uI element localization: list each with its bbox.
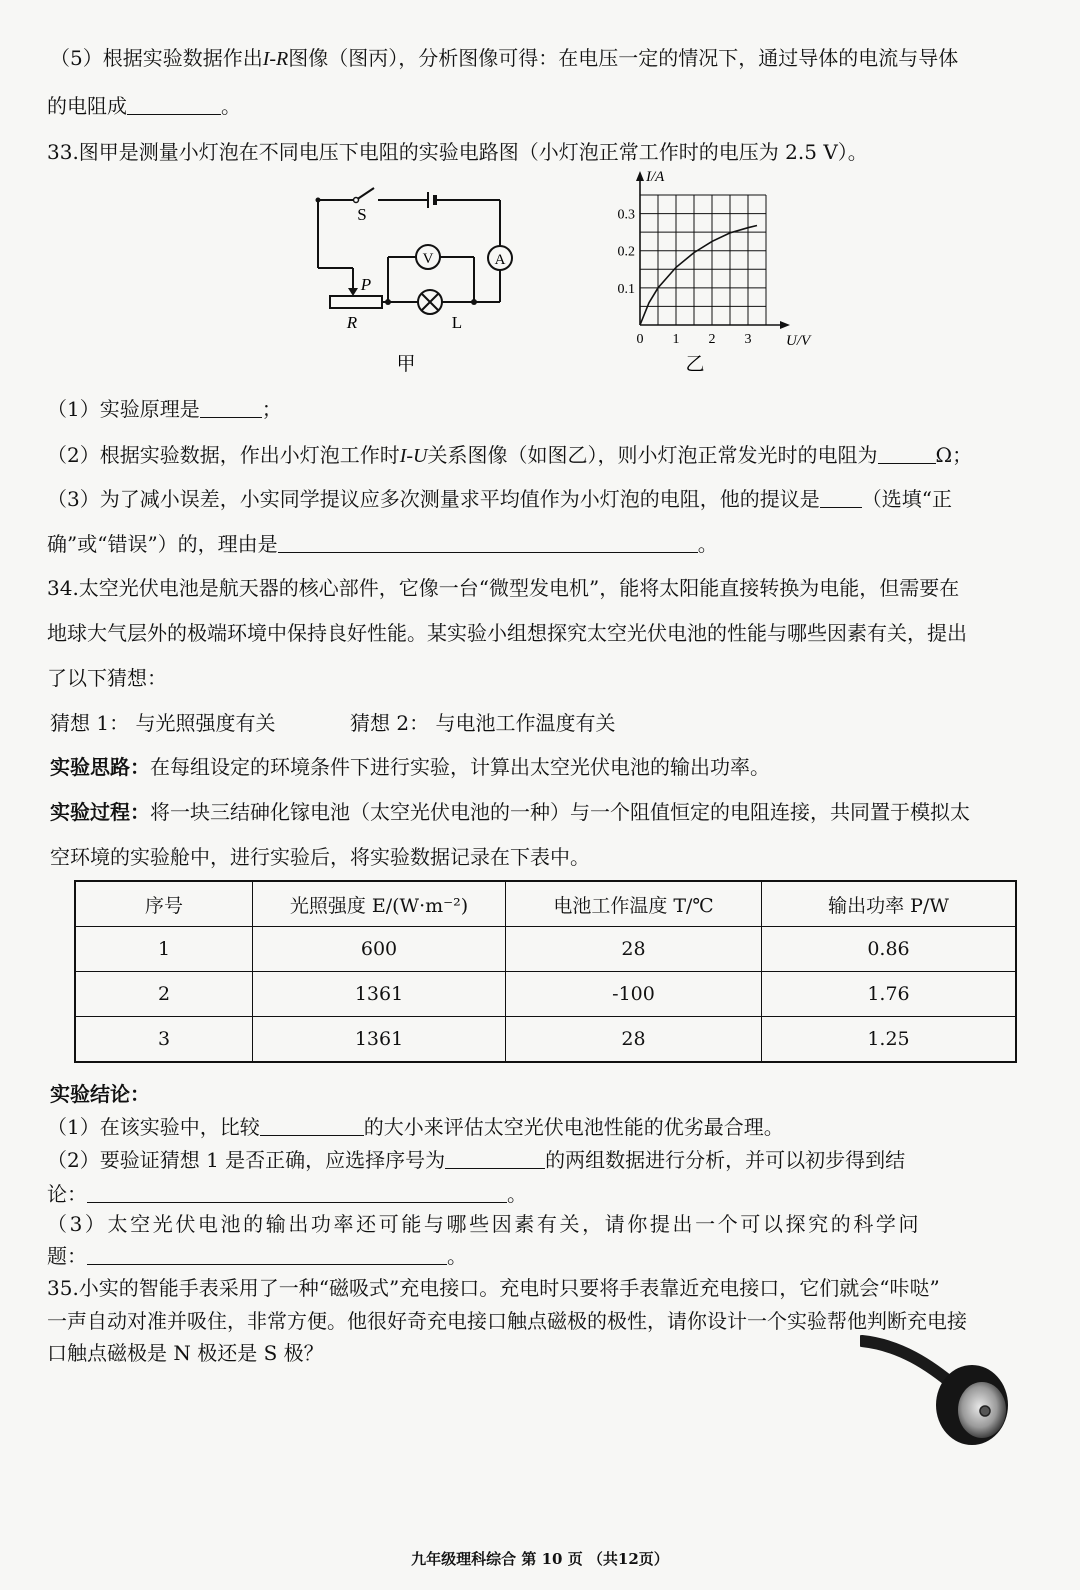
q33-p1-text: （1）实验原理是 — [47, 397, 200, 421]
slider-label: P — [360, 275, 372, 294]
q33-p2 — [47, 441, 972, 470]
q34-process — [50, 798, 970, 826]
q34-c2-text-c: 论： — [47, 1182, 87, 1206]
q34-c3-line2 — [47, 1242, 467, 1270]
answer-blank-q33-3a[interactable] — [820, 487, 862, 508]
q34-line1: 34.太空光伏电池是航天器的核心部件，它像一台“微型发电机”，能将太阳能直接转换为电能，但需要在 — [47, 576, 960, 600]
table-header: 电池工作温度 T/℃ — [506, 881, 762, 927]
q34-c2-text-b: 的两组数据进行分析，并可以初步得到结 — [545, 1148, 906, 1172]
q34-guess1: 猜想 1： 与光照强度有关 — [50, 711, 276, 735]
answer-blank-q34-1[interactable] — [260, 1115, 364, 1136]
table-header-row — [75, 881, 1016, 927]
y-axis-arrow — [636, 171, 644, 181]
q34-c2-line2 — [47, 1180, 527, 1208]
table-cell: 600 — [253, 927, 506, 972]
x-tick-label: 1 — [672, 332, 680, 347]
q33-p2-text-a: （2）根据实验数据，作出小灯泡工作时 — [47, 443, 400, 467]
q33-p3-text-a: （3）为了减小误差，小实同学提议应多次测量求平均值作为小灯泡的电阻，他的提议是 — [47, 487, 820, 511]
table-cell: 1.25 — [762, 1017, 1017, 1063]
page-footer: 九年级理科综合 第 10 页 （共12页） — [411, 1550, 669, 1568]
q33-p3-line1 — [47, 485, 952, 513]
rheostat-body — [330, 296, 382, 308]
q32-5-text-c: 的电阻成 — [47, 94, 127, 118]
q35-line1: 35.小实的智能手表采用了一种“磁吸式”充电接口。充电时只要将手表靠近充电接口，它们就会“咔哒” — [47, 1276, 940, 1300]
y-tick-label: 0.2 — [617, 244, 635, 260]
graph-caption: 乙 — [685, 354, 705, 375]
x-tick-label: 3 — [744, 332, 752, 347]
q33-iu-label: I-U — [399, 445, 428, 467]
answer-blank-q33-3b[interactable] — [278, 532, 698, 553]
table-header: 输出功率 P/W — [762, 881, 1017, 927]
q32-5-ir-label: I-R — [262, 48, 289, 70]
answer-blank-q34-3[interactable] — [87, 1244, 447, 1265]
answer-blank-q34-2a[interactable] — [445, 1148, 545, 1169]
y-tick-label: 0.1 — [617, 281, 635, 297]
q34-idea — [50, 753, 770, 781]
q34-process-line2: 空环境的实验舱中，进行实验后，将实验数据记录在下表中。 — [50, 845, 590, 869]
q34-c3-end: 。 — [447, 1244, 467, 1268]
q34-c2 — [47, 1146, 905, 1174]
table-cell: 3 — [75, 1017, 253, 1063]
x-tick-label: 0 — [636, 332, 644, 347]
table-header: 序号 — [75, 881, 253, 927]
q32-5-text-a: （5）根据实验数据作出 — [50, 46, 263, 70]
q34-c3-text-b: 题： — [47, 1244, 87, 1268]
q33-p3-text-b: （选填“正 — [861, 487, 952, 511]
iu-graph — [600, 170, 820, 380]
table-cell: 2 — [75, 972, 253, 1017]
q34-c1-text-b: 的大小来评估太空光伏电池性能的优劣最合理。 — [363, 1115, 784, 1139]
data-table — [74, 880, 1017, 1063]
table-row — [75, 927, 1016, 972]
voltmeter-label: V — [422, 251, 434, 267]
q34-guess2: 猜想 2： 与电池工作温度有关 — [350, 711, 616, 735]
q34-line2: 地球大气层外的极端环境中保持良好性能。某实验小组想探究太空光伏电池的性能与哪些因素有关，提出 — [47, 621, 967, 645]
q32-5-text-b: 图像（图丙），分析图像可得：在电压一定的情况下，通过导体的电流与导体 — [288, 46, 959, 70]
answer-blank-q34-2b[interactable] — [87, 1182, 507, 1203]
slider-arrow — [348, 288, 358, 296]
table-row — [75, 972, 1016, 1017]
table-cell: 1361 — [253, 972, 506, 1017]
q34-process-text: 将一块三结砷化镓电池（太空光伏电池的一种）与一个阻值恒定的电阻连接，共同置于模拟太 — [150, 800, 970, 824]
q32-5-end: 。 — [221, 94, 241, 118]
switch-label: S — [357, 205, 367, 224]
table-cell: -100 — [506, 972, 762, 1017]
charger-photo — [860, 1335, 1020, 1455]
answer-blank-q32-5[interactable] — [127, 94, 221, 115]
y-tick-label: 0.3 — [617, 207, 635, 223]
q34-idea-text: 在每组设定的环境条件下进行实验，计算出太空光伏电池的输出功率。 — [150, 755, 770, 779]
table-cell: 28 — [506, 1017, 762, 1063]
q34-line3: 了以下猜想： — [47, 666, 167, 690]
circuit-diagram — [300, 180, 540, 380]
q34-c3: （3）太空光伏电池的输出功率还可能与哪些因素有关，请你提出一个可以探究的科学问 — [47, 1212, 922, 1236]
x-axis-arrow — [780, 321, 790, 329]
table-cell: 1.76 — [762, 972, 1017, 1017]
table-cell: 1 — [75, 927, 253, 972]
q35-line3: 口触点磁极是 N 极还是 S 极？ — [47, 1341, 324, 1365]
charger-contact — [980, 1406, 990, 1416]
q35-line2: 一声自动对准并吸住，非常方便。他很好奇充电接口触点磁极的极性，请你设计一个实验帮他判断充电接 — [47, 1309, 967, 1333]
y-axis-label: I/A — [646, 170, 665, 185]
q34-c1-text-a: （1）在该实验中，比较 — [47, 1115, 260, 1139]
ammeter-label: A — [494, 252, 506, 268]
q32-5-line1 — [50, 44, 958, 73]
q33-intro: 33.图甲是测量小灯泡在不同电压下电阻的实验电路图（小灯泡正常工作时的电压为 2.5 V）。 — [47, 140, 868, 164]
q33-p2-text-b: 关系图像（如图乙），则小灯泡正常发光时的电阻为 — [427, 443, 878, 467]
circuit-caption: 甲 — [396, 354, 416, 375]
charger-cable — [862, 1341, 956, 1387]
q34-process-label: 实验过程： — [50, 800, 150, 824]
q33-p2-unit: Ω； — [935, 443, 973, 467]
rheostat-label: R — [346, 313, 358, 332]
q34-idea-label: 实验思路： — [50, 755, 150, 779]
answer-blank-q33-2[interactable] — [878, 443, 936, 464]
q33-p1 — [47, 395, 282, 423]
q34-conclusion-label: 实验结论： — [50, 1082, 150, 1106]
lamp-label: L — [451, 313, 463, 332]
q33-p3-line2 — [47, 530, 718, 558]
table-cell: 1361 — [253, 1017, 506, 1063]
q34-c1 — [47, 1113, 784, 1141]
q33-p3-end: 。 — [697, 532, 718, 556]
table-cell: 28 — [506, 927, 762, 972]
answer-blank-q33-1[interactable] — [200, 397, 262, 418]
q33-p3-text-c: 确”或“错误”）的，理由是 — [47, 532, 278, 556]
q33-p1-end: ； — [261, 397, 282, 421]
q34-c2-end: 。 — [507, 1182, 527, 1206]
table-header: 光照强度 E/(W·m⁻²) — [253, 881, 506, 927]
table-cell: 0.86 — [762, 927, 1017, 972]
table-row — [75, 1017, 1016, 1063]
x-axis-label: U/V — [786, 333, 811, 349]
x-tick-label: 2 — [708, 332, 716, 347]
q34-c2-text-a: （2）要验证猜想 1 是否正确，应选择序号为 — [47, 1148, 446, 1172]
q32-5-line2 — [47, 92, 241, 120]
